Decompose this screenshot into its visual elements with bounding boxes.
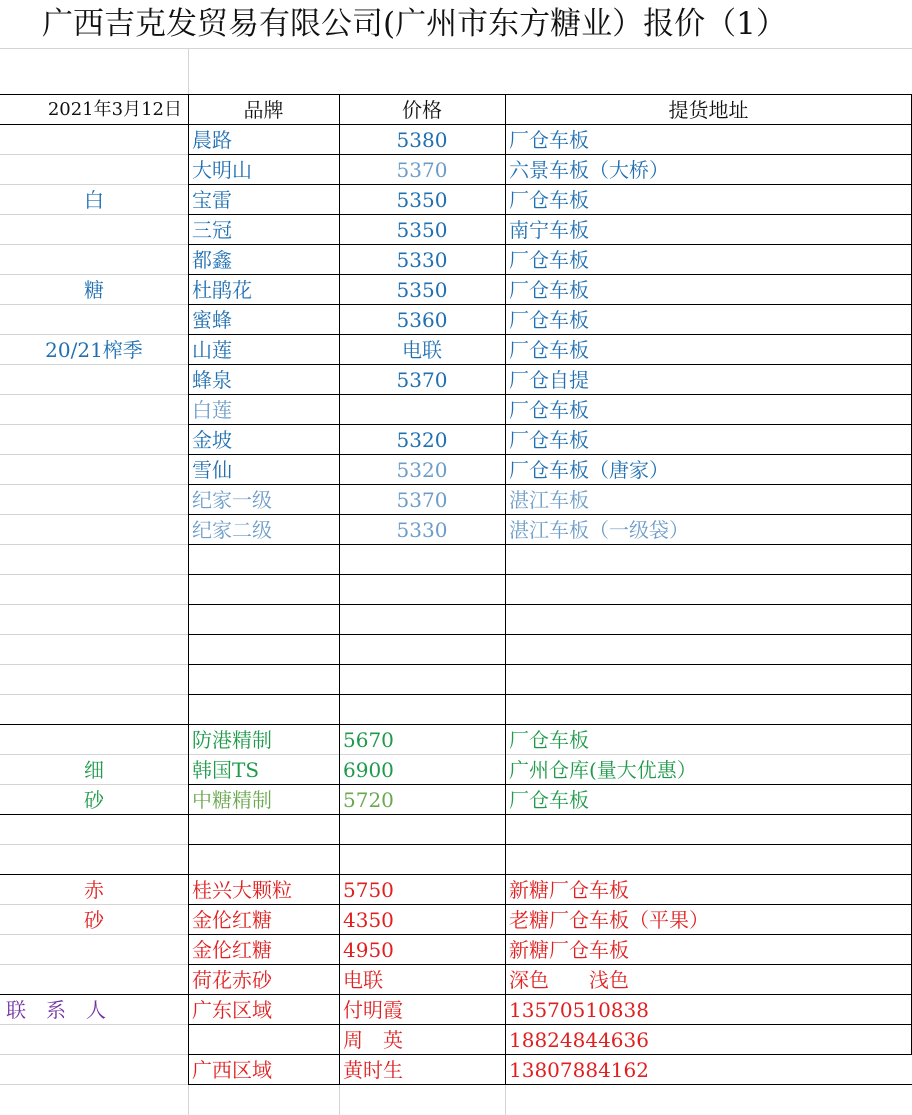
white-sugar-address: 厂仓车板: [509, 128, 589, 152]
white-sugar-brand: 宝雷: [192, 188, 232, 212]
date-label: 2021年3月12日: [47, 99, 182, 120]
column-divider: [505, 94, 506, 1084]
white-sugar-brand: 山莲: [192, 338, 232, 362]
white-sugar-price: 5350: [396, 188, 448, 212]
white-sugar-price: 5370: [396, 368, 448, 392]
row-divider: [188, 634, 912, 635]
fine-sugar-brand: 韩国TS: [192, 758, 260, 782]
red-sugar-address: 新糖厂仓车板: [509, 878, 629, 902]
row-divider: [188, 1084, 912, 1085]
white-sugar-label: 白: [84, 188, 104, 212]
white-sugar-address: 厂仓车板: [509, 278, 589, 302]
red-sugar-price: 电联: [343, 968, 383, 992]
contact-phone: 13570510838: [509, 998, 649, 1022]
fine-sugar-address: 厂仓车板: [509, 728, 589, 752]
fine-sugar-price: 5720: [343, 788, 394, 812]
season-label: 20/21榨季: [45, 338, 143, 362]
row-divider: [188, 664, 912, 665]
white-sugar-price: 5370: [396, 158, 448, 182]
white-sugar-price: 5320: [396, 428, 448, 452]
white-sugar-brand: 大明山: [192, 158, 252, 182]
white-sugar-price: [339, 394, 505, 424]
white-sugar-brand: 纪家一级: [192, 488, 272, 512]
white-sugar-address: 厂仓车板: [509, 428, 589, 452]
white-sugar-price: 5320: [396, 458, 448, 482]
red-sugar-brand: 金伦红糖: [192, 908, 272, 932]
white-sugar-price: 5350: [396, 278, 448, 302]
contact-phone: 13807884162: [509, 1058, 649, 1082]
white-sugar-address: 湛江车板: [509, 488, 589, 512]
white-sugar-brand: 都鑫: [192, 248, 232, 272]
contact-region: 广东区域: [192, 998, 272, 1022]
white-sugar-price: 电联: [402, 338, 442, 362]
white-sugar-price: 5360: [396, 308, 448, 332]
column-divider: [188, 94, 189, 1084]
white-sugar-brand: 杜鹃花: [192, 278, 252, 302]
white-sugar-address: 六景车板（大桥）: [509, 158, 669, 182]
row-divider: [188, 844, 912, 845]
white-sugar-brand: 金坡: [192, 428, 232, 452]
white-sugar-address: 厂仓车板: [509, 338, 589, 362]
white-sugar-brand: 蜜蜂: [192, 308, 232, 332]
white-sugar-price: 5350: [396, 218, 448, 242]
contact-name: 黄时生: [343, 1058, 403, 1082]
white-sugar-brand: 晨路: [192, 128, 232, 152]
white-sugar-brand: 白莲: [192, 398, 232, 422]
row-divider: [188, 694, 912, 695]
fine-sugar-brand: 防港精制: [192, 728, 272, 752]
contact-name: 周 英: [343, 1028, 403, 1052]
row-divider: [0, 48, 912, 49]
red-sugar-brand: 桂兴大颗粒: [192, 878, 292, 902]
red-sugar-brand: 荷花赤砂: [192, 968, 272, 992]
header-brand: 品牌: [243, 98, 284, 122]
white-sugar-address: 厂仓自提: [509, 368, 589, 392]
white-sugar-address: 厂仓车板: [509, 398, 589, 422]
red-sugar-label: 砂: [84, 908, 104, 932]
white-sugar-address: 厂仓车板（唐家）: [509, 458, 669, 482]
header-price: 价格: [402, 98, 442, 122]
red-sugar-price: 4350: [343, 908, 394, 932]
white-sugar-brand: 蜂泉: [192, 368, 232, 392]
row-divider: [188, 544, 912, 545]
white-sugar-brand: 纪家二级: [192, 518, 272, 542]
white-sugar-address: 厂仓车板: [509, 308, 589, 332]
red-sugar-address: 老糖厂仓车板（平果）: [509, 908, 709, 932]
white-sugar-address: 湛江车板（一级袋）: [509, 518, 689, 542]
white-sugar-brand: 三冠: [192, 218, 232, 242]
white-sugar-address: 南宁车板: [509, 218, 589, 242]
red-sugar-address: 深色 浅色: [509, 968, 629, 992]
white-sugar-label: 糖: [84, 278, 104, 302]
fine-sugar-brand: 中糖精制: [192, 788, 272, 812]
header-pickup: 提货地址: [668, 98, 749, 122]
contact-region: [192, 1024, 338, 1054]
row-divider: [0, 814, 912, 815]
red-sugar-brand: 金伦红糖: [192, 938, 272, 962]
fine-sugar-label: 细: [84, 758, 104, 782]
red-sugar-price: 4950: [343, 938, 394, 962]
row-divider: [188, 574, 912, 575]
white-sugar-address: 厂仓车板: [509, 188, 589, 212]
white-sugar-price: 5330: [396, 518, 448, 542]
white-sugar-price: 5330: [396, 248, 448, 272]
fine-sugar-label: 砂: [84, 788, 104, 812]
white-sugar-price: 5370: [396, 488, 448, 512]
contact-region: 广西区域: [192, 1058, 272, 1082]
row-divider: [188, 604, 912, 605]
white-sugar-address: 厂仓车板: [509, 248, 589, 272]
fine-sugar-address: 广州仓库(量大优惠）: [509, 758, 697, 782]
red-sugar-label: 赤: [84, 878, 104, 902]
fine-sugar-price: 6900: [343, 758, 394, 782]
red-sugar-price: 5750: [343, 878, 394, 902]
red-sugar-address: 新糖厂仓车板: [509, 938, 629, 962]
contact-phone: 18824844636: [509, 1028, 649, 1052]
contacts-label: 联 系 人: [6, 998, 106, 1022]
white-sugar-price: 5380: [396, 128, 448, 152]
page-title: 广西吉克发贸易有限公司(广州市东方糖业）报价（1）: [42, 6, 787, 42]
fine-sugar-address: 厂仓车板: [509, 788, 589, 812]
white-sugar-brand: 雪仙: [192, 458, 232, 482]
contact-name: 付明霞: [343, 998, 403, 1022]
fine-sugar-price: 5670: [343, 728, 394, 752]
